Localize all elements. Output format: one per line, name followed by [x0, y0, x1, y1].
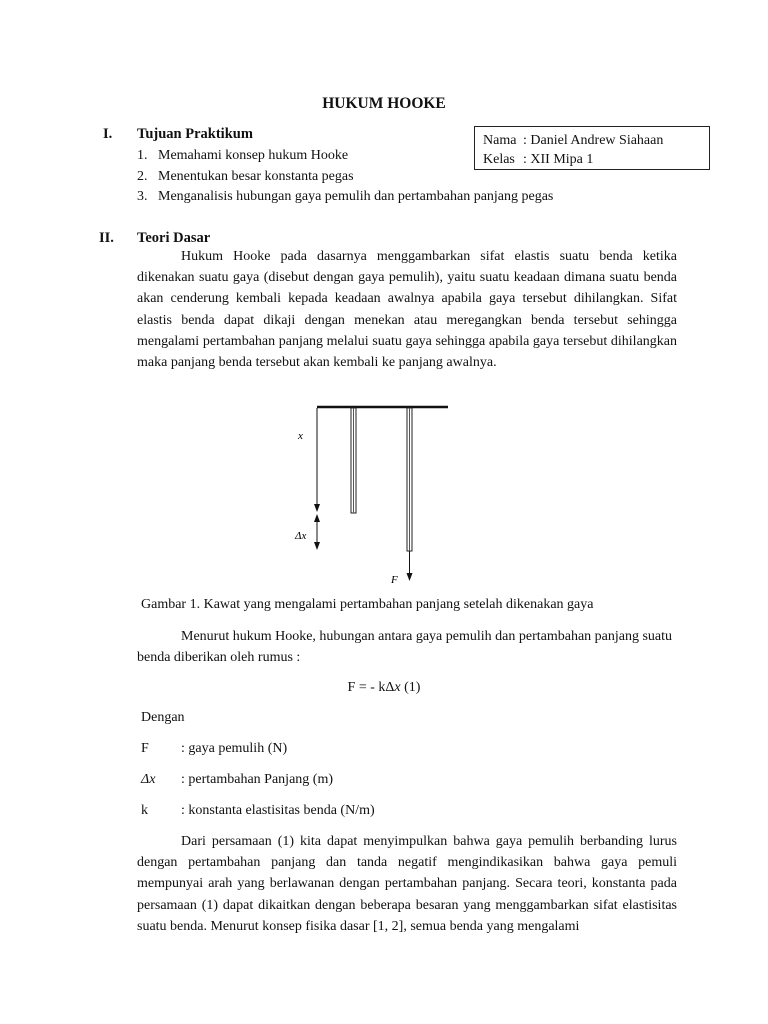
wire-stretch-figure — [290, 398, 460, 590]
definition-row: Δx : pertambahan Panjang (m) — [141, 772, 334, 787]
label-x: x — [298, 430, 303, 442]
theory-paragraph-2: Menurut hukum Hooke, hubungan antara gaya pemulih dan pertambahan panjang suatu benda diberikan oleh rumus : — [137, 629, 673, 666]
section-2-title: Teori Dasar — [137, 230, 211, 246]
class-label: Kelas — [483, 152, 515, 167]
label-dx: Δx — [295, 530, 307, 542]
name-value: : Daniel Andrew Siahaan — [523, 133, 664, 148]
section-1-title: Tujuan Praktikum — [137, 126, 253, 142]
list-item: 3. Menganalisis hubungan gaya pemulih dan pertambahan panjang pegas — [137, 189, 554, 204]
name-label: Nama — [483, 133, 517, 148]
class-value: : XII Mipa 1 — [523, 152, 594, 167]
figure-caption: Gambar 1. Kawat yang mengalami pertambahan panjang setelah dikenakan gaya — [141, 597, 594, 612]
definition-row: F : gaya pemulih (N) — [141, 741, 288, 756]
section-1-number: I. — [103, 126, 113, 142]
dengan-label: Dengan — [141, 710, 185, 725]
page-title: HUKUM HOOKE — [322, 95, 446, 112]
list-item: 2. Menentukan besar konstanta pegas — [137, 168, 354, 184]
hooke-formula: F = - kΔx (1) — [347, 680, 421, 695]
label-f: F — [391, 574, 398, 586]
objective-list — [137, 146, 553, 208]
definition-row: k : konstanta elastisitas benda (N/m) — [141, 803, 375, 818]
theory-paragraph-1: Hukum Hooke pada dasarnya menggambarkan sifat elastis suatu benda ketika dikenakan suatu gaya (disebut dengan gaya pemulih), yaitu suatu keadaan dimana suatu benda akan cenderung kembali kepada keadaan awalnya apabila gaya tersebut dihilangkan. Sifat elastis benda dapat dikaji dengan menekan atau meregangkan benda tersebut sehingga mengalami pertambahan panjang melalui suatu gaya sehingga apabila gaya tersebut dihilangkan maka panjang benda tersebut akan kembali ke panjang awalnya. — [137, 249, 677, 371]
list-item: 1. Memahami konsep hukum Hooke — [137, 148, 349, 163]
section-2-number: II. — [99, 230, 114, 246]
theory-paragraph-3: Dari persamaan (1) kita dapat menyimpulkan bahwa gaya pemulih berbanding lurus dengan pertambahan panjang dan tanda negatif mengindikasikan bahwa gaya pemuli mempunyai arah yang berlawanan dengan pertambahan panjang. Secara teori, konstanta pada persamaan (1) dapat dikaitkan dengan beberapa besaran yang menggambarkan sifat elastisitas suatu benda. Menurut konsep fisika dasar [1, 2], semua benda yang mengalami — [137, 834, 677, 934]
